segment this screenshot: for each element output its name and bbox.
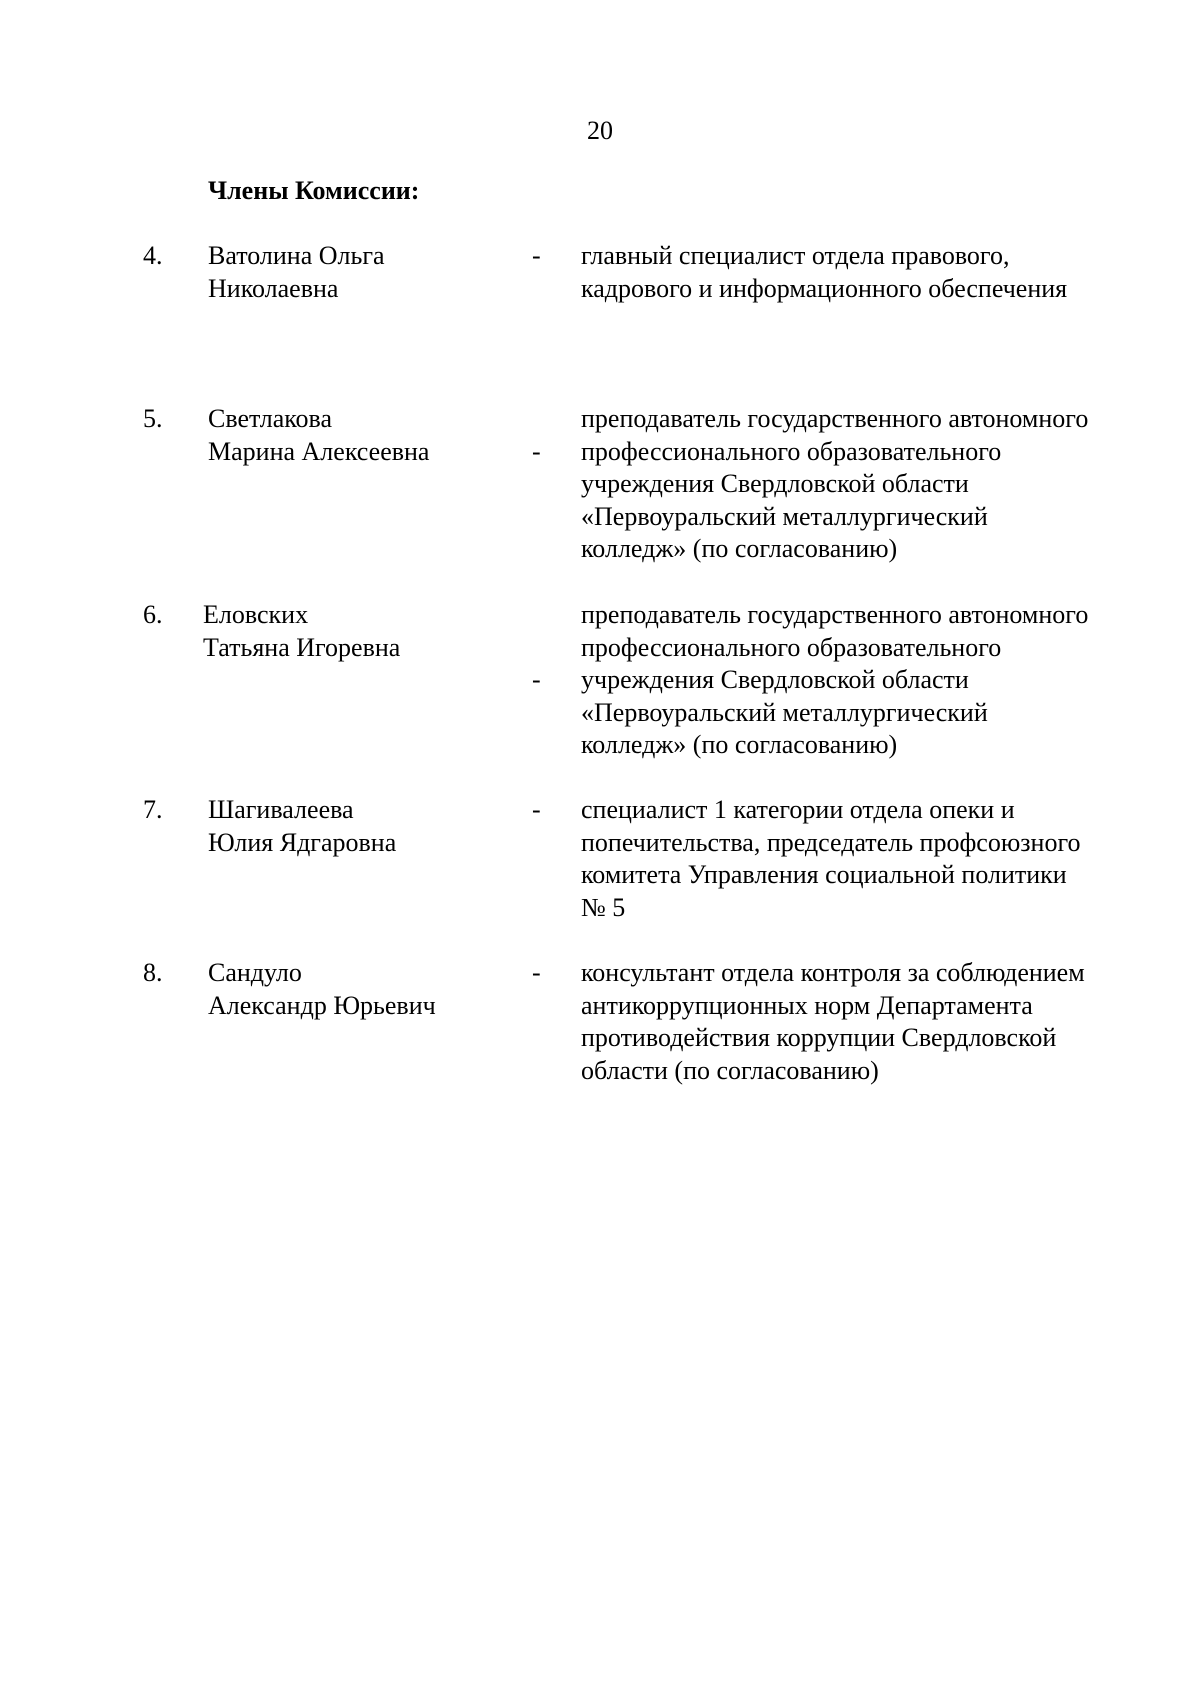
member-role-line: области (по согласованию) [581,1055,879,1085]
member-number: 7. [143,795,163,824]
commission-members-heading: Члены Комиссии: [208,176,420,205]
member-role-line: № 5 [581,892,626,922]
member-role-line: учреждения Свердловской области [581,665,969,694]
member-role-line: преподаватель государственного автономного [581,600,1089,629]
member-role-line: учреждения Свердловской области [581,469,969,498]
member-role [581,403,1171,566]
member-name [203,599,503,664]
member-name-line: Шагивалеева [208,795,354,824]
member-name [208,794,508,859]
member-number: 6. [143,600,163,629]
member-role [581,794,1171,924]
member-role-line: консультант отдела контроля за соблюдением [581,958,1085,987]
member-number: 8. [143,958,163,987]
member-role-line: профессионального образовательного [581,632,1002,662]
member-dash: - [532,958,541,987]
member-name-line: Ватолина Ольга [208,241,385,270]
member-role-line: «Первоуральский металлургический [581,501,988,531]
member-name-line: Александр Юрьевич [208,990,436,1020]
member-dash: - [532,795,541,824]
member-number: 4. [143,241,163,270]
member-name-line: Еловских [203,600,309,629]
member-role-line: колледж» (по согласованию) [581,730,898,759]
member-dash: - [532,241,541,270]
member-role-line: антикоррупционных норм Департамента [581,990,1033,1020]
member-role-line: преподаватель государственного автономного [581,404,1089,433]
member-dash: - [532,665,541,694]
member-number: 5. [143,404,163,433]
member-name-line: Татьяна Игоревна [203,632,401,662]
member-name-line: Юлия Ядгаровна [208,827,397,857]
member-role-line: «Первоуральский металлургический [581,697,988,727]
member-role-line: специалист 1 категории отдела опеки и [581,795,1015,824]
member-name-line: Николаевна [208,273,339,303]
member-role-line: противодействия коррупции Свердловской [581,1023,1057,1052]
member-name-line: Светлакова [208,404,333,433]
member-role-line: кадрового и информационного обеспечения [581,273,1068,303]
member-role [581,240,1171,305]
member-role-line: профессионального образовательного [581,436,1002,466]
member-name [208,403,508,468]
member-role [581,957,1171,1087]
member-name-line: Сандуло [208,958,302,987]
page-number: 20 [587,116,613,145]
member-role-line: попечительства, председатель профсоюзного [581,827,1081,857]
member-role [581,599,1171,762]
member-role-line: колледж» (по согласованию) [581,534,898,563]
member-dash: - [532,436,541,466]
member-role-line: главный специалист отдела правового, [581,241,1010,270]
member-role-line: комитета Управления социальной политики [581,860,1067,889]
member-name-line: Марина Алексеевна [208,436,430,466]
member-name [208,957,508,1022]
member-name [208,240,508,305]
